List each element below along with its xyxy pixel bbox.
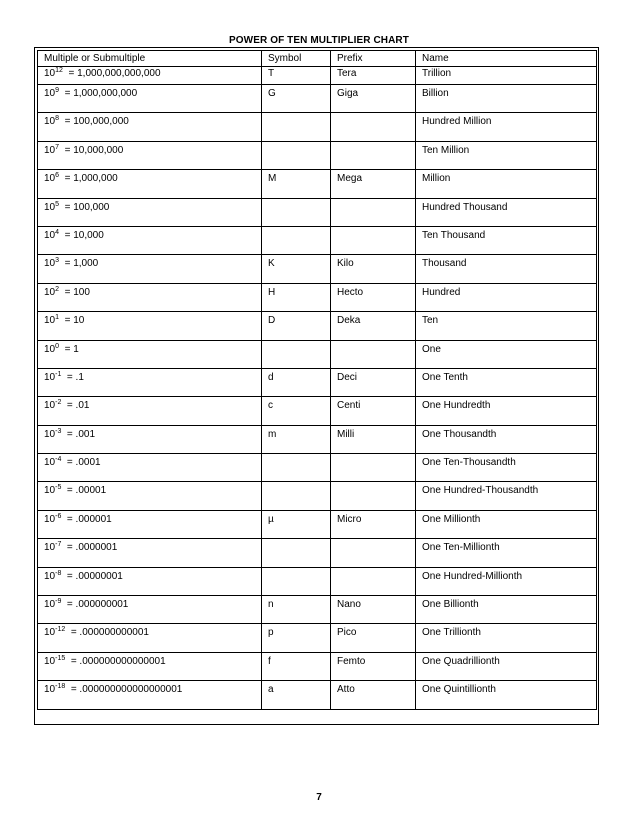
power-exponent: -12 (55, 626, 66, 634)
multiple-value: = 10,000 (64, 229, 104, 241)
name-cell: One Quadrillionth (416, 652, 597, 680)
prefix-cell (331, 340, 416, 368)
multiple-cell (38, 198, 262, 226)
power-exponent: -8 (55, 569, 62, 577)
power-exponent: 5 (55, 200, 60, 208)
name-cell: Billion (416, 85, 597, 113)
name-cell: One Hundred-Millionth (416, 567, 597, 595)
table-row (38, 539, 597, 567)
name-cell: One Billionth (416, 596, 597, 624)
power-exponent: -5 (55, 484, 62, 492)
power-exponent: 6 (55, 172, 60, 180)
symbol-cell: T (262, 67, 331, 85)
name-cell: Ten Thousand (416, 226, 597, 254)
power-base: 10 (44, 655, 56, 667)
prefix-cell: Centi (331, 397, 416, 425)
multiple-value: = .1 (66, 371, 84, 383)
power-exponent: 1 (55, 314, 60, 322)
name-cell: Hundred Million (416, 113, 597, 141)
multiple-value: = .001 (66, 428, 96, 440)
table-row (38, 652, 597, 680)
table-row (38, 681, 597, 709)
power-exponent: -3 (55, 427, 62, 435)
multiple-cell (38, 67, 262, 85)
prefix-cell (331, 113, 416, 141)
header-symbol: Symbol (262, 51, 331, 67)
prefix-cell: Tera (331, 67, 416, 85)
name-cell: One Ten-Thousandth (416, 454, 597, 482)
symbol-cell: H (262, 283, 331, 311)
multiple-value: = 10 (64, 315, 85, 327)
power-base: 10 (44, 201, 56, 213)
prefix-cell: Nano (331, 596, 416, 624)
power-exponent: 12 (55, 67, 63, 74)
multiple-cell (38, 454, 262, 482)
power-base: 10 (44, 371, 56, 383)
power-base: 10 (44, 428, 56, 440)
multiple-cell (38, 425, 262, 453)
table-row (38, 170, 597, 198)
multiple-cell (38, 170, 262, 198)
table-row (38, 312, 597, 340)
prefix-cell (331, 226, 416, 254)
table-row (38, 624, 597, 652)
multiple-cell (38, 510, 262, 538)
symbol-cell (262, 539, 331, 567)
prefix-cell: Femto (331, 652, 416, 680)
power-exponent: 4 (55, 228, 60, 236)
power-exponent: -18 (55, 683, 66, 691)
table-row (38, 283, 597, 311)
multiple-cell (38, 539, 262, 567)
prefix-cell: Pico (331, 624, 416, 652)
power-exponent: 3 (55, 257, 60, 265)
power-base: 10 (44, 88, 56, 99)
multiple-cell (38, 85, 262, 113)
symbol-cell: G (262, 85, 331, 113)
table-body (38, 67, 597, 710)
multiple-cell (38, 255, 262, 283)
symbol-cell: µ (262, 510, 331, 538)
multiple-value: = .000001 (66, 513, 112, 525)
multiple-cell (38, 226, 262, 254)
name-cell: One Hundred-Thousandth (416, 482, 597, 510)
multiple-value: = 100,000 (64, 201, 110, 213)
multiple-value: = 10,000,000 (64, 144, 124, 156)
prefix-cell (331, 567, 416, 595)
multiple-cell (38, 283, 262, 311)
page-number: 7 (316, 792, 322, 803)
power-base: 10 (44, 684, 56, 696)
prefix-cell: Deci (331, 368, 416, 396)
prefix-cell: Milli (331, 425, 416, 453)
symbol-cell: a (262, 681, 331, 709)
multiple-value: = .000000001 (66, 599, 129, 611)
table-row (38, 85, 597, 113)
power-exponent: -6 (55, 512, 62, 520)
multiple-value: = .000000000000000001 (70, 684, 183, 696)
table-row (38, 67, 597, 85)
multiple-value: = 1 (64, 343, 79, 355)
table-row (38, 454, 597, 482)
name-cell: One Millionth (416, 510, 597, 538)
power-base: 10 (44, 627, 56, 639)
multiple-value: = 100 (64, 286, 90, 298)
power-exponent: -2 (55, 399, 62, 407)
power-exponent: -1 (55, 370, 62, 378)
power-exponent: 8 (55, 115, 60, 123)
power-base: 10 (44, 116, 56, 128)
power-base: 10 (44, 485, 56, 497)
multiple-cell (38, 596, 262, 624)
power-base: 10 (44, 68, 56, 79)
prefix-cell: Deka (331, 312, 416, 340)
name-cell: One Quintillionth (416, 681, 597, 709)
prefix-cell: Hecto (331, 283, 416, 311)
table-row (38, 368, 597, 396)
symbol-cell (262, 340, 331, 368)
symbol-cell (262, 567, 331, 595)
power-base: 10 (44, 315, 56, 327)
name-cell: Thousand (416, 255, 597, 283)
multiple-value: = .01 (66, 400, 90, 412)
name-cell: One Trillionth (416, 624, 597, 652)
multiple-cell (38, 340, 262, 368)
multiple-value: = 1,000,000,000,000 (68, 68, 161, 79)
multiple-value: = 1,000 (64, 258, 99, 270)
multiple-cell (38, 482, 262, 510)
symbol-cell (262, 141, 331, 169)
symbol-cell (262, 454, 331, 482)
prefix-cell: Atto (331, 681, 416, 709)
multiple-cell (38, 652, 262, 680)
page-title: POWER OF TEN MULTIPLIER CHART (229, 35, 409, 46)
multiple-value: = 1,000,000,000 (64, 88, 138, 99)
power-base: 10 (44, 457, 56, 469)
table-row (38, 113, 597, 141)
table-row (38, 397, 597, 425)
prefix-cell (331, 454, 416, 482)
power-base: 10 (44, 286, 56, 298)
symbol-cell (262, 198, 331, 226)
multiple-value: = .00000001 (66, 570, 123, 582)
prefix-cell: Mega (331, 170, 416, 198)
name-cell: Million (416, 170, 597, 198)
power-base: 10 (44, 513, 56, 525)
multiple-value: = .00001 (66, 485, 107, 497)
name-cell: Trillion (416, 67, 597, 85)
name-cell: One Thousandth (416, 425, 597, 453)
symbol-cell: p (262, 624, 331, 652)
multiple-value: = .000000000000001 (70, 655, 166, 667)
prefix-cell (331, 141, 416, 169)
symbol-cell (262, 482, 331, 510)
power-base: 10 (44, 570, 56, 582)
multiple-value: = 1,000,000 (64, 173, 118, 185)
symbol-cell: d (262, 368, 331, 396)
multiple-cell (38, 397, 262, 425)
power-exponent: -9 (55, 598, 62, 606)
symbol-cell: K (262, 255, 331, 283)
header-name: Name (416, 51, 597, 67)
power-exponent: -7 (55, 541, 62, 549)
name-cell: Hundred Thousand (416, 198, 597, 226)
power-base: 10 (44, 229, 56, 241)
prefix-cell: Kilo (331, 255, 416, 283)
prefix-cell (331, 539, 416, 567)
multiple-cell (38, 368, 262, 396)
table-row (38, 255, 597, 283)
prefix-cell: Giga (331, 85, 416, 113)
name-cell: One (416, 340, 597, 368)
multiple-cell (38, 567, 262, 595)
symbol-cell: f (262, 652, 331, 680)
table-row (38, 340, 597, 368)
power-base: 10 (44, 542, 56, 554)
multiple-cell (38, 681, 262, 709)
table-row (38, 510, 597, 538)
prefix-cell: Micro (331, 510, 416, 538)
prefix-cell (331, 198, 416, 226)
symbol-cell (262, 113, 331, 141)
table-row (38, 198, 597, 226)
power-exponent: -4 (55, 456, 62, 464)
power-exponent: 9 (55, 87, 60, 94)
table-row (38, 567, 597, 595)
multiple-value: = .0001 (66, 457, 101, 469)
header-row (38, 51, 597, 67)
power-base: 10 (44, 258, 56, 270)
header-prefix: Prefix (331, 51, 416, 67)
table-row (38, 226, 597, 254)
prefix-cell (331, 482, 416, 510)
power-exponent: 2 (55, 285, 60, 293)
power-base: 10 (44, 144, 56, 156)
table-row (38, 141, 597, 169)
power-exponent: 7 (55, 143, 60, 151)
multiple-value: = .0000001 (66, 542, 118, 554)
power-exponent: 0 (55, 342, 60, 350)
power-base: 10 (44, 173, 56, 185)
table-row (38, 596, 597, 624)
table-row (38, 482, 597, 510)
symbol-cell: M (262, 170, 331, 198)
power-base: 10 (44, 599, 56, 611)
power-base: 10 (44, 343, 56, 355)
symbol-cell: c (262, 397, 331, 425)
multiple-cell (38, 113, 262, 141)
table-row (38, 425, 597, 453)
multiple-value: = .000000000001 (70, 627, 149, 639)
multiple-cell (38, 141, 262, 169)
name-cell: Hundred (416, 283, 597, 311)
power-exponent: -15 (55, 654, 66, 662)
symbol-cell: m (262, 425, 331, 453)
symbol-cell: D (262, 312, 331, 340)
multiplier-table (37, 50, 597, 710)
header-multiple: Multiple or Submultiple (38, 51, 262, 67)
name-cell: Ten (416, 312, 597, 340)
name-cell: One Ten-Millionth (416, 539, 597, 567)
symbol-cell: n (262, 596, 331, 624)
multiple-value: = 100,000,000 (64, 116, 129, 128)
multiple-cell (38, 312, 262, 340)
power-base: 10 (44, 400, 56, 412)
name-cell: Ten Million (416, 141, 597, 169)
symbol-cell (262, 226, 331, 254)
name-cell: One Hundredth (416, 397, 597, 425)
multiple-cell (38, 624, 262, 652)
name-cell: One Tenth (416, 368, 597, 396)
